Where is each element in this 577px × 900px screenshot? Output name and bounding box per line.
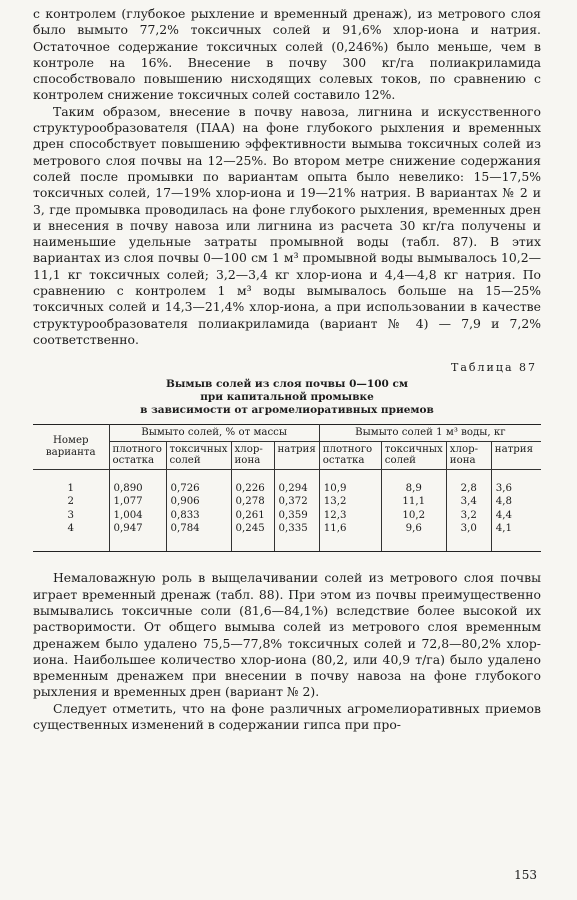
table-cell: 8,9 (381, 469, 446, 495)
header-toxic-salts: токсичных солей (166, 441, 231, 469)
table-row (33, 495, 541, 508)
table-cell: 1,004 (109, 509, 166, 522)
header-dry-residue: плотного остатка (319, 441, 381, 469)
table-row (33, 469, 541, 495)
table-cell: 2,8 (446, 469, 491, 495)
header-toxic-salts: токсичных солей (381, 441, 446, 469)
table-cell: 3,4 (446, 495, 491, 508)
table-cell: 0,359 (274, 509, 319, 522)
table-cell: 3,2 (446, 509, 491, 522)
table-cell: 0,947 (109, 522, 166, 552)
paragraph-4: Следует отметить, что на фоне различных агромелиоративных приемов существенных изменений в содержании гипса при про- (33, 700, 541, 733)
table-title (33, 378, 541, 417)
table-cell: 11,1 (381, 495, 446, 508)
table-cell: 3 (33, 509, 109, 522)
table-cell: 4 (33, 522, 109, 552)
table-cell: 1,077 (109, 495, 166, 508)
table-row (33, 522, 541, 552)
table-cell: 13,2 (319, 495, 381, 508)
table-cell: 4,8 (491, 495, 541, 508)
table-cell: 9,6 (381, 522, 446, 552)
table-cell: 0,906 (166, 495, 231, 508)
table-cell: 0,226 (231, 469, 274, 495)
table-cell: 0,726 (166, 469, 231, 495)
table-cell: 10,9 (319, 469, 381, 495)
table-title-line-1: Вымыв солей из слоя почвы 0—100 см (165, 378, 409, 391)
table-cell: 3,6 (491, 469, 541, 495)
header-chloride: хлор-иона (231, 441, 274, 469)
header-chloride: хлор-иона (446, 441, 491, 469)
table-row (33, 509, 541, 522)
header-group-water: Вымыто солей 1 м³ воды, кг (319, 425, 541, 442)
paragraph-1: с контролем (глубокое рыхление и временный дренаж), из метрового слоя было вымыто 77,2% токсичных солей и 91,6% хлор-иона и натрия. Остаточное содержание токсичных солей (0,246%) было меньше, чем в контроле на 16%. Внесение в почву 300 кг/га полиакриламида способствовало повышению нисходящих солевых токов, по сравнению с контролем снижение токсичных солей составило 12%. (33, 6, 541, 103)
table-cell: 0,245 (231, 522, 274, 552)
table-cell: 0,784 (166, 522, 231, 552)
header-dry-residue: плотного остатка (109, 441, 166, 469)
table-cell: 0,335 (274, 522, 319, 552)
table-cell: 11,6 (319, 522, 381, 552)
table-title-line-2: при капитальной промывке (200, 391, 374, 404)
header-sodium: натрия (274, 441, 319, 469)
table-cell: 4,1 (491, 522, 541, 552)
header-sodium: натрия (491, 441, 541, 469)
page-number: 153 (514, 868, 537, 882)
table-label: Таблица 87 (451, 361, 537, 375)
table-cell: 12,3 (319, 509, 381, 522)
header-group-mass: Вымыто солей, % от массы (109, 425, 319, 442)
table-cell: 10,2 (381, 509, 446, 522)
table-cell: 1 (33, 469, 109, 495)
table-cell: 3,0 (446, 522, 491, 552)
table-cell: 0,294 (274, 469, 319, 495)
paragraph-3: Немаловажную роль в выщелачивании солей из метрового слоя почвы играет временный дренаж (табл. 88). При этом из почвы преимущественно вымывались токсичные соли (81,6—84,1%) вследствие более высокой их растворимости. От общего вымыва солей из метрового слоя временным дренажем было удалено 75,5—77,8% токсичных солей и 72,8—80,2% хлор-иона. Наибольшее количество хлор-иона (80,2, или 40,9 т/га) было удалено временным дренажем при внесении в почву навоза на фоне глубокого рыхления и временных дрен (вариант № 2). (33, 570, 541, 700)
table-cell: 2 (33, 495, 109, 508)
table-cell: 4,4 (491, 509, 541, 522)
header-variant: Номер варианта (33, 425, 109, 470)
table-cell: 0,372 (274, 495, 319, 508)
table-cell: 0,890 (109, 469, 166, 495)
table-title-line-3: в зависимости от агромелиоративных приемов (140, 404, 434, 417)
table-cell: 0,261 (231, 509, 274, 522)
table-cell: 0,278 (231, 495, 274, 508)
data-table (33, 424, 541, 552)
paragraph-2: Таким образом, внесение в почву навоза, лигнина и искусственного структурообразователя (ПАА) на фоне глубокого рыхления и временных дрен способствует повышению эффективности вымыва токсичных солей из метрового слоя почвы на 12—25%. Во втором метре снижение содержания солей после промывки по вариантам опыта было невелико: 15—17,5% токсичных солей, 17—19% хлор-иона и 19—21% натрия. В вариантах № 2 и 3, где промывка проводилась на фоне глубокого рыхления, временных дрен и внесения в почву навоза или лигнина из расчета 30 кг/га получены и наименьшие удельные затраты промывной воды (табл. 87). В этих вариантах из слоя почвы 0—100 см 1 м³ промывной воды вымывалось 10,2—11,1 кг токсичных солей; 3,2—3,4 кг хлор-иона и 4,4—4,8 кг натрия. По сравнению с контролем 1 м³ воды вымывалось больше на 15—25% токсичных солей и 14,3—21,4% хлор-иона, а при использовании в качестве структурообразователя полиакриламида (вариант № 4) — 7,9 и 7,2% соответственно. (33, 103, 541, 347)
table-cell: 0,833 (166, 509, 231, 522)
